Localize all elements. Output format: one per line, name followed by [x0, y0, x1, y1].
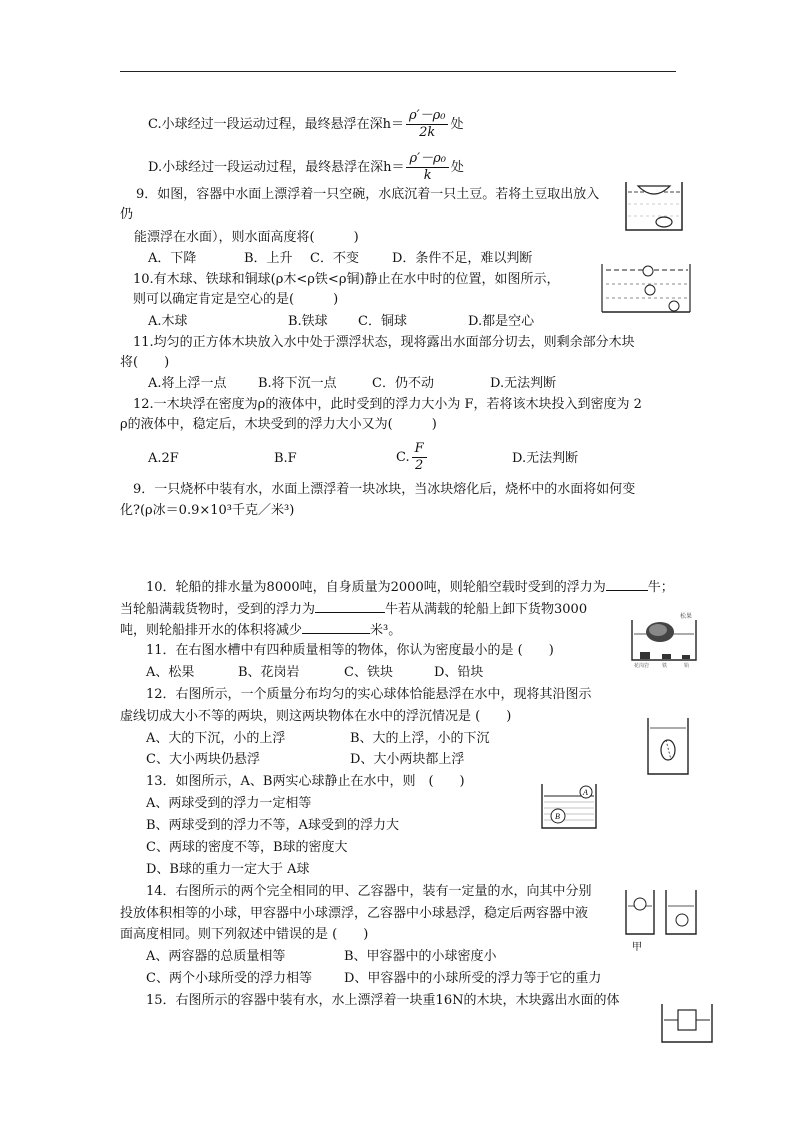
- wood-block-icon: [678, 1010, 696, 1030]
- q12b-option-c: C、大小两块仍悬浮: [146, 752, 260, 767]
- q14-option-c: C、两个小球所受的浮力相等: [146, 971, 312, 986]
- q10b-line3: 吨，则轮船排开水的体积将减少 米³。: [120, 623, 402, 638]
- q11a-option-d: D.无法判断: [490, 376, 557, 391]
- suspended-ball-icon: [676, 914, 688, 926]
- q12a-line1: 12.一木块浮在密度为ρ的液体中，此时受到的浮力大小为 F，若将该木块投入到密度为 2: [133, 397, 642, 412]
- container-jia-label: 甲: [632, 942, 642, 953]
- q14-option-d: D、甲容器中的小球所受的浮力等于它的重力: [344, 971, 602, 986]
- q11a-option-b: B.将下沉一点: [258, 376, 337, 391]
- tank-label-top: 松果: [680, 614, 693, 620]
- q13-line1: 13．如图所示，A、B两实心球静止在水中，则 ( ): [146, 774, 465, 789]
- q9a-option-b: B．上升: [244, 251, 293, 266]
- q13-option-c: C、两球的密度不等，B球的密度大: [146, 840, 348, 855]
- q11a-option-c: C．仍不动: [372, 376, 434, 391]
- bowl-icon: [638, 186, 670, 194]
- answer-blank-3: [302, 621, 370, 634]
- granite-icon: [640, 652, 650, 659]
- q12b-option-d: D、大小两块都上浮: [350, 752, 465, 767]
- option-c-line: C.小球经过一段运动过程，最终悬浮在深h＝ $\frac{\text{ρ′－ρ₀}}{2k}$ 处: [148, 108, 464, 140]
- balls-ab-figure: [540, 782, 598, 830]
- q14-line2: 投放体积相等的小球，甲容器中小球漂浮，乙容器中小球悬浮，稳定后两容器中液: [120, 906, 589, 921]
- q11b-option-d: D、铅块: [434, 665, 484, 680]
- pinecone-icon: [646, 622, 674, 642]
- q11b-line1: 11．在右图水槽中有四种质量相等的物体，你认为密度最小的是 ( ): [146, 643, 554, 658]
- q9a-option-c: C．不变: [310, 251, 359, 266]
- floating-block-figure: [660, 1002, 714, 1044]
- water-tank-figure: [628, 610, 700, 668]
- q14-line3: 面高度相同。则下列叙述中错误的是 ( ): [120, 927, 369, 942]
- q10a-option-c: C．铜球: [358, 314, 407, 329]
- q12b-option-b: B、大的上浮，小的下沉: [350, 731, 490, 746]
- tank-label-lead: 铅: [684, 663, 690, 668]
- q10a-line2: 则可以确定肯定是空心的是( ): [133, 292, 339, 307]
- copper-ball-icon: [669, 301, 679, 311]
- q9a-option-a: A．下降: [148, 251, 197, 266]
- q14-line1: 14．右图所示的两个完全相同的甲、乙容器中，装有一定量的水，向其中分别: [146, 884, 592, 899]
- q12b-line2: 虚线切成大小不等的两块，则这两块物体在水中的浮沉情况是 ( ): [120, 709, 512, 724]
- q11a-option-a: A.将上浮一点: [148, 376, 227, 391]
- q12a-line2: ρ的液体中，稳定后，木块受到的浮力大小又为( ): [120, 417, 437, 432]
- q11b-option-a: A、松果: [146, 665, 195, 680]
- potato-icon: [656, 217, 672, 227]
- three-balls-figure: [600, 262, 692, 314]
- q9a-line3: 能漂浮在水面），则水面高度将( ): [134, 230, 359, 245]
- q13-option-b: B、两球受到的浮力不等，A球受到的浮力大: [146, 818, 399, 833]
- q10b-line1: 10．轮船的排水量为8000吨，自身质量为2000吨，则轮船空载时受到的浮力为 牛；: [146, 580, 674, 595]
- iron-ball-icon: [645, 285, 655, 295]
- q10a-option-b: B.铁球: [288, 314, 328, 329]
- q11b-option-c: C、铁块: [344, 665, 393, 680]
- q11a-line2: 将( ): [120, 355, 170, 370]
- ball-a-label: A: [583, 788, 588, 797]
- solid-sphere-icon: [661, 740, 675, 760]
- ball-b-label: B: [555, 812, 560, 821]
- q10b-line2: 当轮船满载货物时，受到的浮力为 牛若从满载的轮船上卸下货物3000: [120, 602, 588, 617]
- two-containers-figure: [624, 888, 700, 954]
- header-rule: [120, 71, 676, 72]
- q14-option-a: A、两容器的总质量相等: [146, 949, 286, 964]
- q9a-line2: 仍: [120, 207, 134, 222]
- lead-block-icon: [682, 655, 690, 659]
- suspended-ball-figure: [646, 716, 690, 776]
- q12b-option-a: A、大的下沉，小的上浮: [146, 731, 286, 746]
- floating-ball-icon: [634, 898, 646, 910]
- q12b-line1: 12．右图所示，一个质量分布均匀的实心球体恰能悬浮在水中，现将其沿图示: [146, 687, 592, 702]
- q12a-option-c: C. $\frac{F}{2}$: [396, 441, 429, 474]
- q9b-line2: 化?(ρ冰＝0.9×10³千克／米³): [120, 503, 295, 518]
- answer-blank-2: [315, 600, 385, 613]
- q10a-option-d: D.都是空心: [468, 314, 535, 329]
- q13-option-d: D、B球的重力一定大于 A球: [146, 862, 310, 877]
- q9a-option-d: D．条件不足，难以判断: [392, 251, 533, 266]
- option-d-line: D.小球经过一段运动过程，最终悬浮在深h＝ $\frac{\text{ρ′－ρ₀}}{k}$ 处: [148, 151, 464, 183]
- q11a-line1: 11.均匀的正方体木块放入水中处于漂浮状态，现将露出水面部分切去，则剩余部分木块: [133, 335, 635, 350]
- q13-option-a: A、两球受到的浮力一定相等: [146, 796, 312, 811]
- q10a-line1: 10.有木球、铁球和铜球(ρ木<ρ铁<ρ铜)静止在水中时的位置，如图所示，: [133, 272, 560, 287]
- q9a-line1: 9．如图，容器中水面上漂浮着一只空碗，水底沉着一只土豆。若将土豆取出放入: [136, 187, 600, 202]
- q9b-line1: 9．一只烧杯中装有水，水面上漂浮着一块冰块，当冰块熔化后，烧杯中的水面将如何变: [133, 482, 636, 497]
- q15-line1: 15．右图所示的容器中装有水，水上漂浮着一块重16N的木块，木块露出水面的体: [146, 993, 620, 1008]
- fraction-d: $\frac{\text{ρ′－ρ₀}}{k}$: [406, 151, 448, 184]
- q12a-option-b: B.F: [274, 451, 297, 466]
- q10a-option-a: A.木球: [148, 314, 188, 329]
- bowl-potato-figure: [624, 178, 686, 234]
- tank-label-granite: 花岗岩: [634, 663, 650, 668]
- fraction-f-over-2: $\frac{F}{2}$: [412, 441, 427, 474]
- answer-blank-1: [606, 578, 648, 591]
- q14-option-b: B、甲容器中的小球密度小: [344, 949, 497, 964]
- iron-block-icon: [662, 654, 671, 659]
- wood-ball-icon: [643, 266, 653, 276]
- q11b-option-b: B、花岗岩: [238, 665, 300, 680]
- tank-label-iron: 铁: [662, 663, 668, 668]
- fraction-c: $\frac{\text{ρ′－ρ₀}}{2k}$: [406, 108, 448, 141]
- q12a-option-a: A.2F: [148, 451, 179, 466]
- q12a-option-d: D.无法判断: [512, 451, 579, 466]
